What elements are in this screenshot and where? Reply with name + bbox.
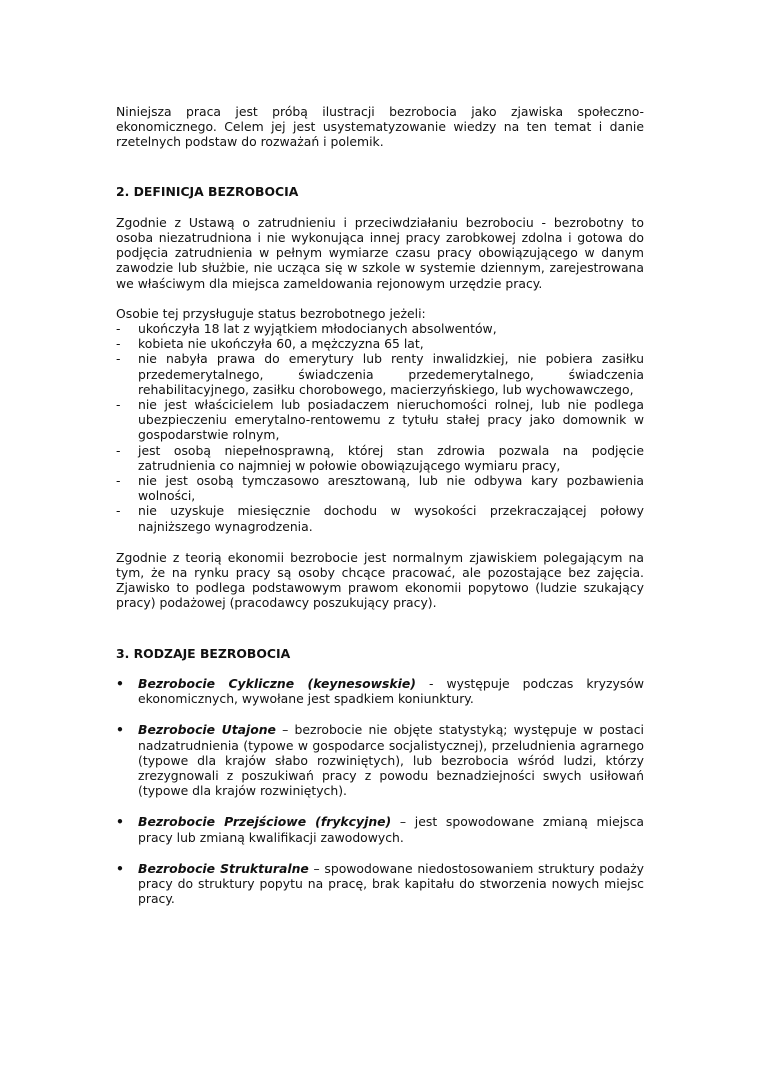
dash-marker: -	[116, 442, 121, 458]
list-item: - nie jest osobą tymczasowo aresztowaną, lub nie odbywa kary pozbawienia wolności,	[116, 473, 644, 504]
list-item: - kobieta nie ukończyła 60, a mężczyzna 65 lat,	[116, 336, 424, 352]
section-3-heading: 3. RODZAJE BEZROBOCIA	[116, 645, 291, 661]
document-page	[116, 104, 644, 922]
list-item: - jest osobą niepełnosprawną, której stan zdrowia pozwala na podjęcie zatrudnienia co najmniej w połowie obowiązującego wymiaru pracy,	[116, 442, 644, 473]
list-item: • Bezrobocie Przejściowe (frykcyjne) – jest spowodowane zmianą miejsca pracy lub zmianą kwalifikacji zawodowych.	[116, 814, 645, 845]
dash-marker: -	[116, 397, 121, 413]
dash-marker: -	[116, 321, 121, 337]
term-frictional: Bezrobocie Przejściowe (frykcyjne)	[138, 814, 392, 830]
list-item: - nie uzyskuje miesięcznie dochodu w wysokości przekraczającej połowy najniższego wynagrodzenia.	[116, 503, 644, 534]
bullet-icon: •	[116, 860, 124, 876]
list-item: - nie jest właścicielem lub posiadaczem nieruchomości rolnej, lub nie podlega ubezpieczeniu emerytalno-rentowemu z tytułu stałej pracy jako domownik w gospodarstwie rolnym,	[116, 397, 644, 443]
economic-theory-paragraph: Zgodnie z teorią ekonomii bezrobocie jest normalnym zjawiskiem polegającym na tym, że na rynku pracy są osoby chcące pracować, ale pozostające bez zajęcia. Zjawisko to podlega podstawowym prawom ekonomii popytowo (ludzie szukający pracy) podażowej (pracodawcy poszukujący pracy).	[116, 549, 644, 611]
dash-marker: -	[116, 503, 121, 519]
section-2-heading: 2. DEFINICJA BEZROBOCIA	[116, 183, 299, 199]
bullet-icon: •	[116, 722, 124, 738]
term-cyclical: Bezrobocie Cykliczne (keynesowskie)	[138, 675, 416, 691]
dash-marker: -	[116, 351, 121, 367]
unemployment-types-list	[116, 676, 644, 906]
dash-marker: -	[116, 336, 121, 352]
list-item: • Bezrobocie Strukturalne – spowodowane niedostosowaniem struktury podaży pracy do struktury popytu na pracę, brak kapitału do stworzenia nowych miejsc pracy.	[116, 860, 644, 907]
status-list-intro: Osobie tej przysługuje status bezrobotnego jeżeli:	[116, 305, 426, 321]
list-item: • Bezrobocie Cykliczne (keynesowskie) - występuje podczas kryzysów ekonomicznych, wywołane jest spadkiem koniunktury.	[116, 675, 644, 707]
list-item: • Bezrobocie Utajone – bezrobocie nie objęte statystyką; występuje w postaci nadzatrudnienia (typowe w gospodarce socjalistycznej), przeludnienia agrarnego (typowe dla krajów słabo rozwiniętych), lub bezrobocia wśród ludzi, którzy zrezygnowali z poszukiwań pracy z powodu beznadziejności swych usiłowań (typowe dla krajów rozwiniętych).	[116, 722, 644, 799]
bullet-icon: •	[116, 814, 124, 830]
definition-paragraph: Zgodnie z Ustawą o zatrudnieniu i przeciwdziałaniu bezrobociu - bezrobotny to osoba niezatrudniona i nie wykonująca innej pracy zarobkowej zdolna i gotowa do podjęcia zatrudnienia w pełnym wymiarze czasu pracy obowiązującego w danym zawodzie lub służbie, nie ucząca się w szkole w systemie dziennym, zarejestrowana we właściwym dla miejsca zameldowania rejonowym urzędzie pracy.	[116, 214, 644, 291]
status-conditions-list	[116, 321, 644, 534]
term-hidden: Bezrobocie Utajone	[138, 722, 276, 738]
list-item: - nie nabyła prawa do emerytury lub renty inwalidzkiej, nie pobiera zasiłku przedemerytalnego, świadczenia przedemerytalnego, świadczenia rehabilitacyjnego, zasiłku chorobowego, macierzyńskiego, lub wychowawczego,	[116, 351, 644, 397]
list-item: - ukończyła 18 lat z wyjątkiem młodocianych absolwentów,	[116, 321, 497, 337]
bullet-icon: •	[116, 675, 124, 691]
term-structural: Bezrobocie Strukturalne	[138, 860, 309, 876]
intro-paragraph: Niniejsza praca jest próbą ilustracji bezrobocia jako zjawiska społeczno-ekonomicznego. Celem jej jest usystematyzowanie wiedzy na ten temat i danie rzetelnych podstaw do rozważań i polemik.	[116, 104, 644, 150]
dash-marker: -	[116, 473, 121, 489]
